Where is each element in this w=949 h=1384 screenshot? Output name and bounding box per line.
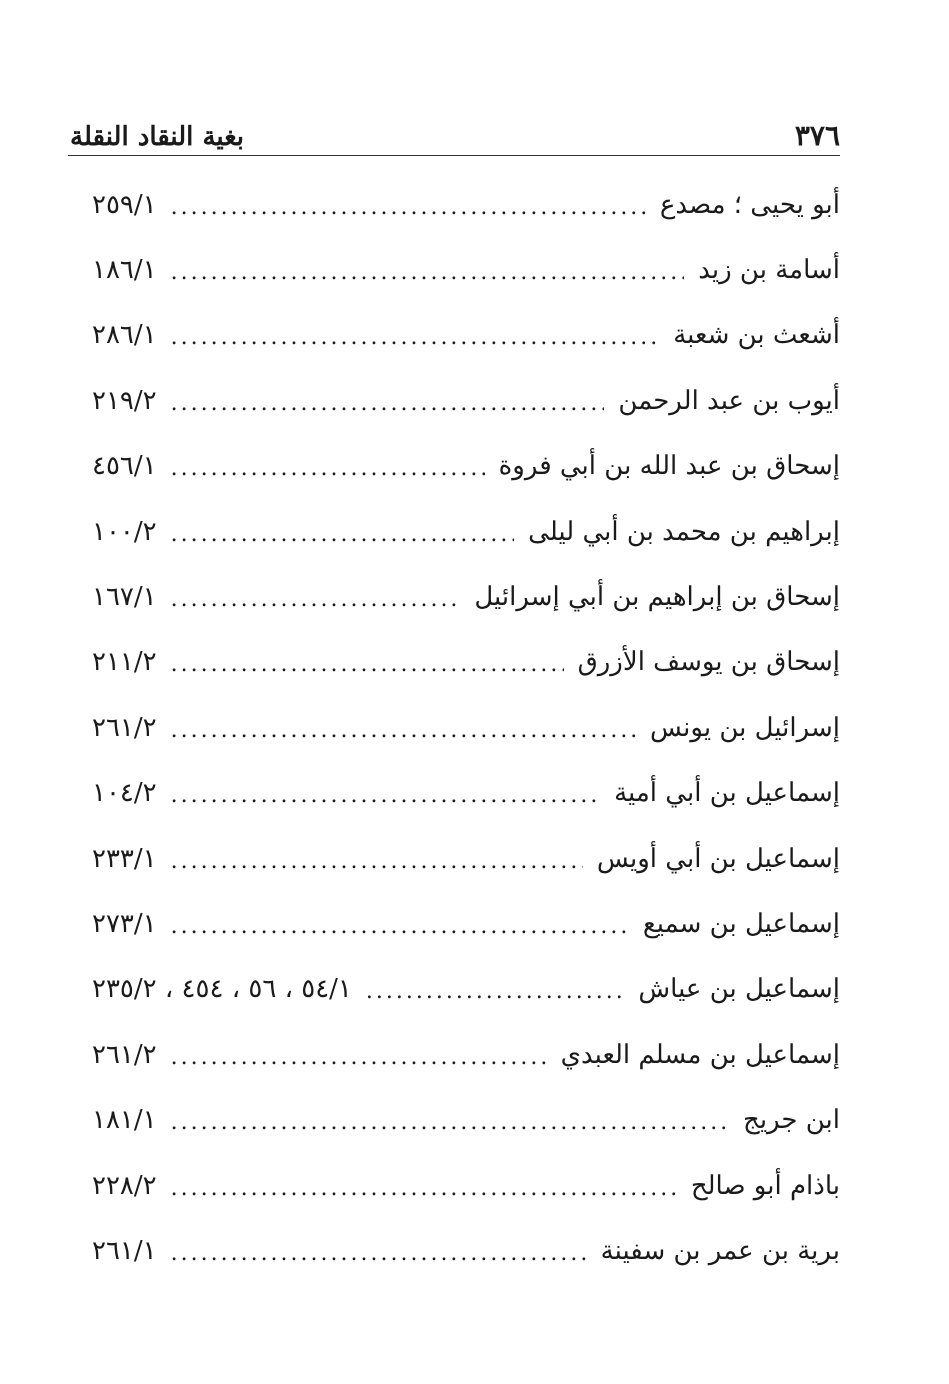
leader-dots (171, 1106, 729, 1134)
leader-dots (366, 975, 625, 1003)
entry-reference: ٢٦١/٢ (92, 712, 157, 743)
index-list (92, 172, 840, 1284)
entry-reference: ٥٤/١ ، ٥٦ ، ٤٥٤ ، ٢٣٥/٢ (92, 974, 352, 1005)
index-entry (92, 695, 840, 760)
entry-reference: ٢٣٣/١ (92, 843, 157, 874)
entry-name: إسماعيل بن عياش (638, 974, 840, 1005)
index-entry (92, 761, 840, 826)
entry-name: إسماعيل بن مسلم العبدي (560, 1039, 840, 1070)
entry-name: أشعث بن شعبة (673, 320, 840, 351)
leader-dots (171, 845, 583, 873)
entry-reference: ٢٥٩/١ (92, 189, 157, 220)
index-entry (92, 172, 840, 237)
entry-name: إبراهيم بن محمد بن أبي ليلى (528, 516, 840, 547)
leader-dots (171, 256, 685, 284)
entry-reference: ٢٦١/١ (92, 1235, 157, 1266)
entry-name: إسماعيل بن أبي أمية (614, 778, 840, 809)
entry-name: أبو يحيى ؛ مصدع (659, 189, 840, 220)
leader-dots (171, 714, 636, 742)
page-number: ٣٧٦ (794, 119, 840, 152)
index-entry (92, 1022, 840, 1087)
leader-dots (171, 779, 600, 807)
entry-name: إسحاق بن إبراهيم بن أبي إسرائيل (474, 582, 840, 613)
index-entry (92, 368, 840, 433)
index-entry (92, 434, 840, 499)
entry-name: إسحاق بن عبد الله بن أبي فروة (498, 451, 840, 482)
index-entry (92, 303, 840, 368)
leader-dots (171, 1237, 587, 1265)
entry-name: أسامة بن زيد (698, 255, 840, 286)
leader-dots (171, 648, 564, 676)
leader-dots (171, 583, 461, 611)
leader-dots (171, 452, 485, 480)
leader-dots (171, 387, 605, 415)
index-entry (92, 891, 840, 956)
entry-reference: ١٠٠/٢ (92, 516, 157, 547)
entry-name: إسحاق بن يوسف الأزرق (577, 647, 840, 678)
leader-dots (171, 518, 515, 546)
entry-name: إسرائيل بن يونس (650, 712, 840, 743)
entry-reference: ١٠٤/٢ (92, 778, 157, 809)
header-divider (68, 155, 840, 156)
entry-reference: ٢٨٦/١ (92, 320, 157, 351)
entry-name: ابن جريج (743, 1105, 840, 1136)
index-entry (92, 1218, 840, 1283)
entry-name: أيوب بن عبد الرحمن (618, 385, 840, 416)
entry-name: برية بن عمر بن سفينة (600, 1235, 840, 1266)
leader-dots (171, 910, 629, 938)
entry-name: باذام أبو صالح (690, 1170, 840, 1201)
entry-name: إسماعيل بن أبي أويس (596, 843, 840, 874)
leader-dots (171, 191, 646, 219)
index-entry (92, 630, 840, 695)
index-entry (92, 1153, 840, 1218)
entry-reference: ١٦٧/١ (92, 582, 157, 613)
index-entry (92, 1087, 840, 1152)
leader-dots (171, 1041, 547, 1069)
index-entry (92, 957, 840, 1022)
entry-reference: ٢٦١/٢ (92, 1039, 157, 1070)
page-header (70, 108, 840, 152)
index-entry (92, 826, 840, 891)
entry-reference: ٢١١/٢ (92, 647, 157, 678)
entry-reference: ١٨١/١ (92, 1105, 157, 1136)
leader-dots (171, 1172, 677, 1200)
entry-reference: ٢٧٣/١ (92, 908, 157, 939)
leader-dots (171, 321, 660, 349)
entry-reference: ٤٥٦/١ (92, 451, 157, 482)
entry-reference: ٢١٩/٢ (92, 385, 157, 416)
entry-reference: ١٨٦/١ (92, 255, 157, 286)
index-entry (92, 564, 840, 629)
index-entry (92, 499, 840, 564)
entry-name: إسماعيل بن سميع (642, 908, 840, 939)
entry-reference: ٢٢٨/٢ (92, 1170, 157, 1201)
book-title: بغية النقاد النقلة (70, 122, 245, 152)
index-entry (92, 237, 840, 302)
